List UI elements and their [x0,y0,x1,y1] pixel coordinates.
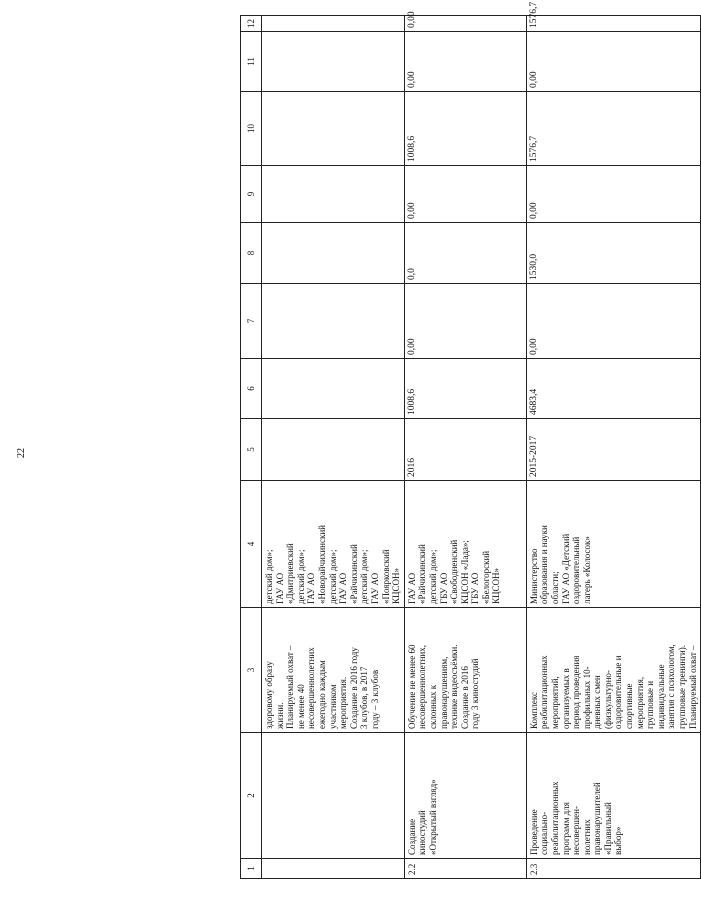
value-c6: 1008,6 [404,359,526,419]
value-c7: 0,00 [526,284,701,359]
event-name: Создание киностудий «Открытый взгляд» [404,733,526,859]
program-table [240,1,701,879]
header-cell: 12 [241,16,262,32]
value-c11: 0,00 [526,32,701,92]
value-c7: 0,00 [404,284,526,359]
executors: Министерство образования и науки области; ГАУ АО «Детский оздоровительный лагерь «Колосок» [526,481,701,608]
table-row [526,16,701,879]
period: 2015-2017 [526,419,701,481]
value-c9: 0,00 [526,166,701,223]
value-c8: 1530,0 [526,223,701,284]
table-row [262,16,405,879]
value-c6 [262,359,405,419]
header-cell: 11 [241,32,262,92]
value-c8 [262,223,405,284]
event-description: здоровому образу жизни. Планируемый охват – не менее 40 несовершеннолетних ежегодно каждым участником мероприятия. Создание в 2016 году 3 клубов, в 2017 году – 3 клубов [262,608,405,733]
value-c10: 1576,7 [526,92,701,166]
header-cell: 8 [241,223,262,284]
value-c9 [262,166,405,223]
rotated-table-wrapper [240,1,698,879]
value-c12: 0,00 [404,16,526,32]
value-c12 [262,16,405,32]
header-cell: 6 [241,359,262,419]
value-c11 [262,32,405,92]
table-row [404,16,526,879]
header-cell: 3 [241,608,262,733]
event-name: Проведение социально- реабилитационных программ для несовершен- нолетних правонарушителей «Правильный выбор» [526,733,701,859]
value-c7 [262,284,405,359]
header-cell: 5 [241,419,262,481]
row-number: 2.3 [526,859,701,879]
page-number: 22 [15,448,27,458]
period [262,419,405,481]
row-number: 2.2 [404,859,526,879]
period: 2016 [404,419,526,481]
value-c10 [262,92,405,166]
event-description: Обучение не менее 60 несовершеннолетних, склонных к правонарушениям, технике видеосъёмки. Создание в 2016 году 3 киностудий [404,608,526,733]
header-cell: 2 [241,733,262,859]
row-number [262,859,405,879]
value-c9: 0,00 [404,166,526,223]
value-c6: 4683,4 [526,359,701,419]
header-cell: 4 [241,481,262,608]
value-c12: 1576,7 [526,16,701,32]
value-c11: 0,00 [404,32,526,92]
executors: ГАУ АО «Райчихинский детский дом»; ГБУ АО «Свободненский КЦСОН «Лада»; ГБУ АО «Белогорский КЦСОН» [404,481,526,608]
header-cell: 10 [241,92,262,166]
event-description: Комплекс реабилитационных мероприятий, организуемых в период проведения профильных 10- дневных смен (физкультурно- оздоровительные и спортивные мероприятия, групповые и индивидуальные занятия с психологом, групповые тренинги). Планируемый охват – [526,608,701,733]
value-c8: 0,0 [404,223,526,284]
event-name [262,733,405,859]
value-c10: 1008,6 [404,92,526,166]
header-row [241,16,262,879]
executors: детский дом»; ГАУ АО «Дмитриевский детский дом»; ГАУ АО «Новорайчихинский детский дом»; ГАУ АО «Райчихинский детский дом»; ГАУ АО «Поярковский КЦСОН» [262,481,405,608]
header-cell: 1 [241,859,262,879]
header-cell: 9 [241,166,262,223]
header-cell: 7 [241,284,262,359]
